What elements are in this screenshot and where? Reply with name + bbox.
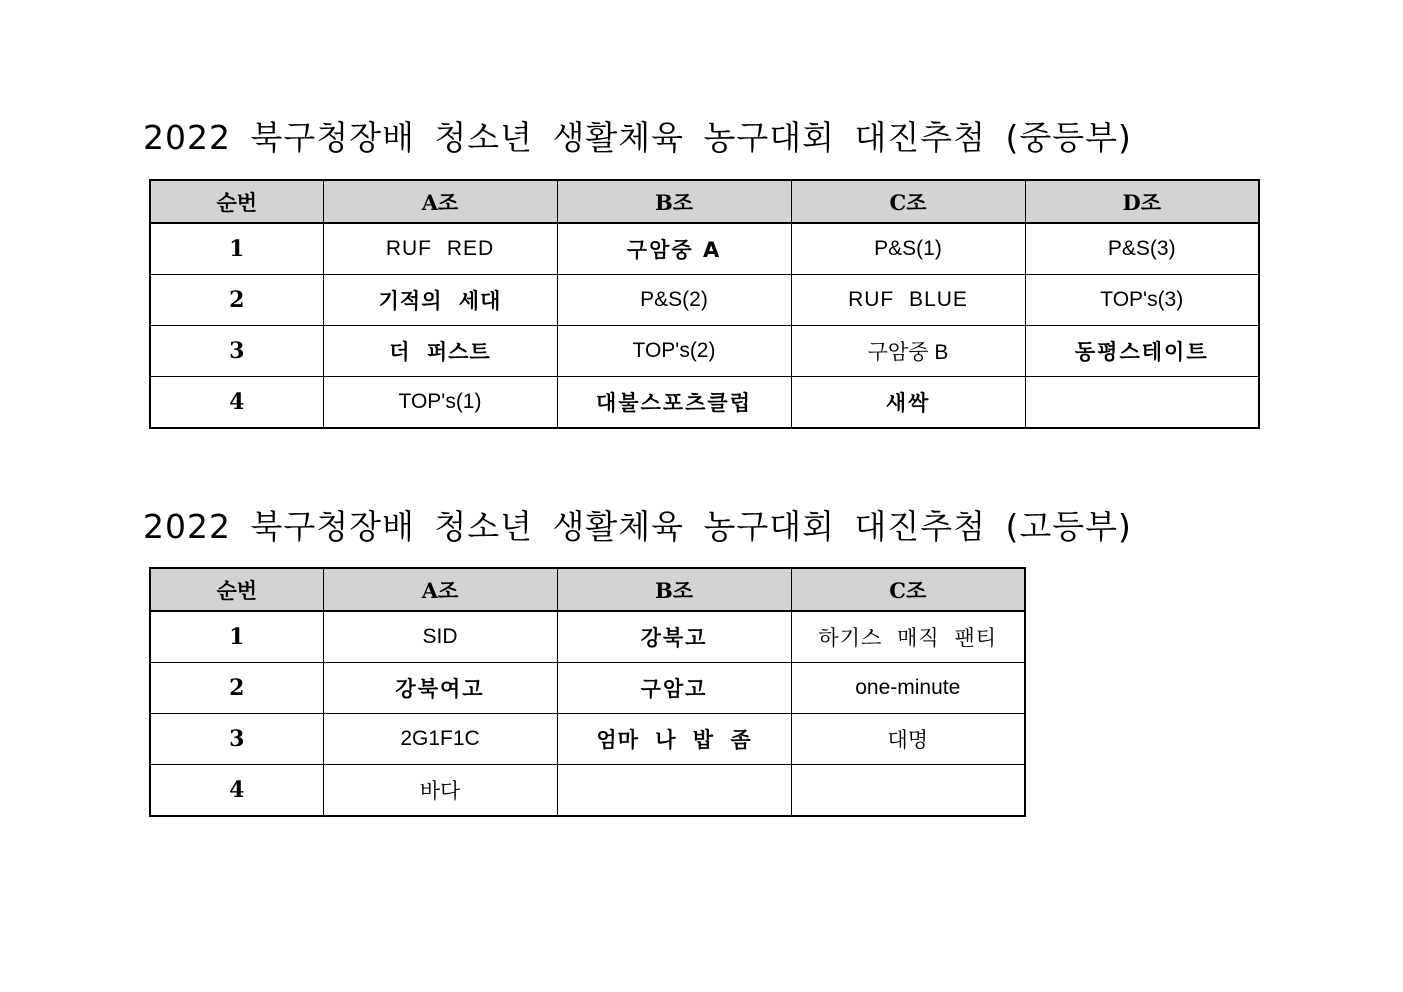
team-cell: 구암고 [557, 663, 791, 714]
header-group-d: D조 [1025, 180, 1259, 223]
team-cell: 하기스 매직 팬티 [791, 611, 1025, 663]
table-row [150, 377, 1259, 429]
team-cell: 2G1F1C [323, 714, 557, 765]
header-order: 순번 [150, 568, 323, 611]
team-cell: 동평스테이트 [1025, 326, 1259, 377]
row-number: 3 [150, 714, 323, 765]
header-group-b: B조 [557, 568, 791, 611]
team-cell: 대명 [791, 714, 1025, 765]
empty-cell [1025, 377, 1259, 429]
empty-cell [791, 765, 1025, 817]
row-number: 2 [150, 663, 323, 714]
header-group-a: A조 [323, 180, 557, 223]
team-cell: 강북여고 [323, 663, 557, 714]
team-cell: 대불스포츠클럽 [557, 377, 791, 429]
table-header-row [150, 180, 1259, 223]
row-number: 1 [150, 223, 323, 275]
team-cell: RUF RED [323, 223, 557, 275]
team-cell: TOP's(1) [323, 377, 557, 429]
header-group-c: C조 [791, 568, 1025, 611]
row-number: 3 [150, 326, 323, 377]
team-cell: TOP's(2) [557, 326, 791, 377]
team-cell: P&S(3) [1025, 223, 1259, 275]
team-cell: 엄마 나 밥 좀 [557, 714, 791, 765]
table-row [150, 765, 1025, 817]
header-group-b: B조 [557, 180, 791, 223]
header-group-a: A조 [323, 568, 557, 611]
team-cell: 더 퍼스트 [323, 326, 557, 377]
team-cell: RUF BLUE [791, 275, 1025, 326]
table-row [150, 275, 1259, 326]
header-group-c: C조 [791, 180, 1025, 223]
table-row [150, 223, 1259, 275]
table-row [150, 326, 1259, 377]
table-row [150, 611, 1025, 663]
team-cell: 구암중 B [791, 326, 1025, 377]
team-cell: SID [323, 611, 557, 663]
team-cell: 강북고 [557, 611, 791, 663]
high-school-draw-table [149, 567, 1026, 817]
row-number: 1 [150, 611, 323, 663]
team-cell: 구암중 A [557, 223, 791, 275]
team-cell: P&S(2) [557, 275, 791, 326]
row-number: 2 [150, 275, 323, 326]
table-header-row [150, 568, 1025, 611]
team-cell: 바다 [323, 765, 557, 817]
empty-cell [557, 765, 791, 817]
team-cell: P&S(1) [791, 223, 1025, 275]
team-cell: one-minute [791, 663, 1025, 714]
table-row [150, 714, 1025, 765]
row-number: 4 [150, 765, 323, 817]
high-school-title: 2022 북구청장배 청소년 생활체육 농구대회 대진추첨 (고등부) [143, 507, 1132, 546]
middle-school-title: 2022 북구청장배 청소년 생활체육 농구대회 대진추첨 (중등부) [143, 118, 1132, 157]
team-cell: TOP's(3) [1025, 275, 1259, 326]
row-number: 4 [150, 377, 323, 429]
team-cell: 기적의 세대 [323, 275, 557, 326]
table-row [150, 663, 1025, 714]
header-order: 순번 [150, 180, 323, 223]
middle-school-draw-table [149, 179, 1260, 429]
team-cell: 새싹 [791, 377, 1025, 429]
